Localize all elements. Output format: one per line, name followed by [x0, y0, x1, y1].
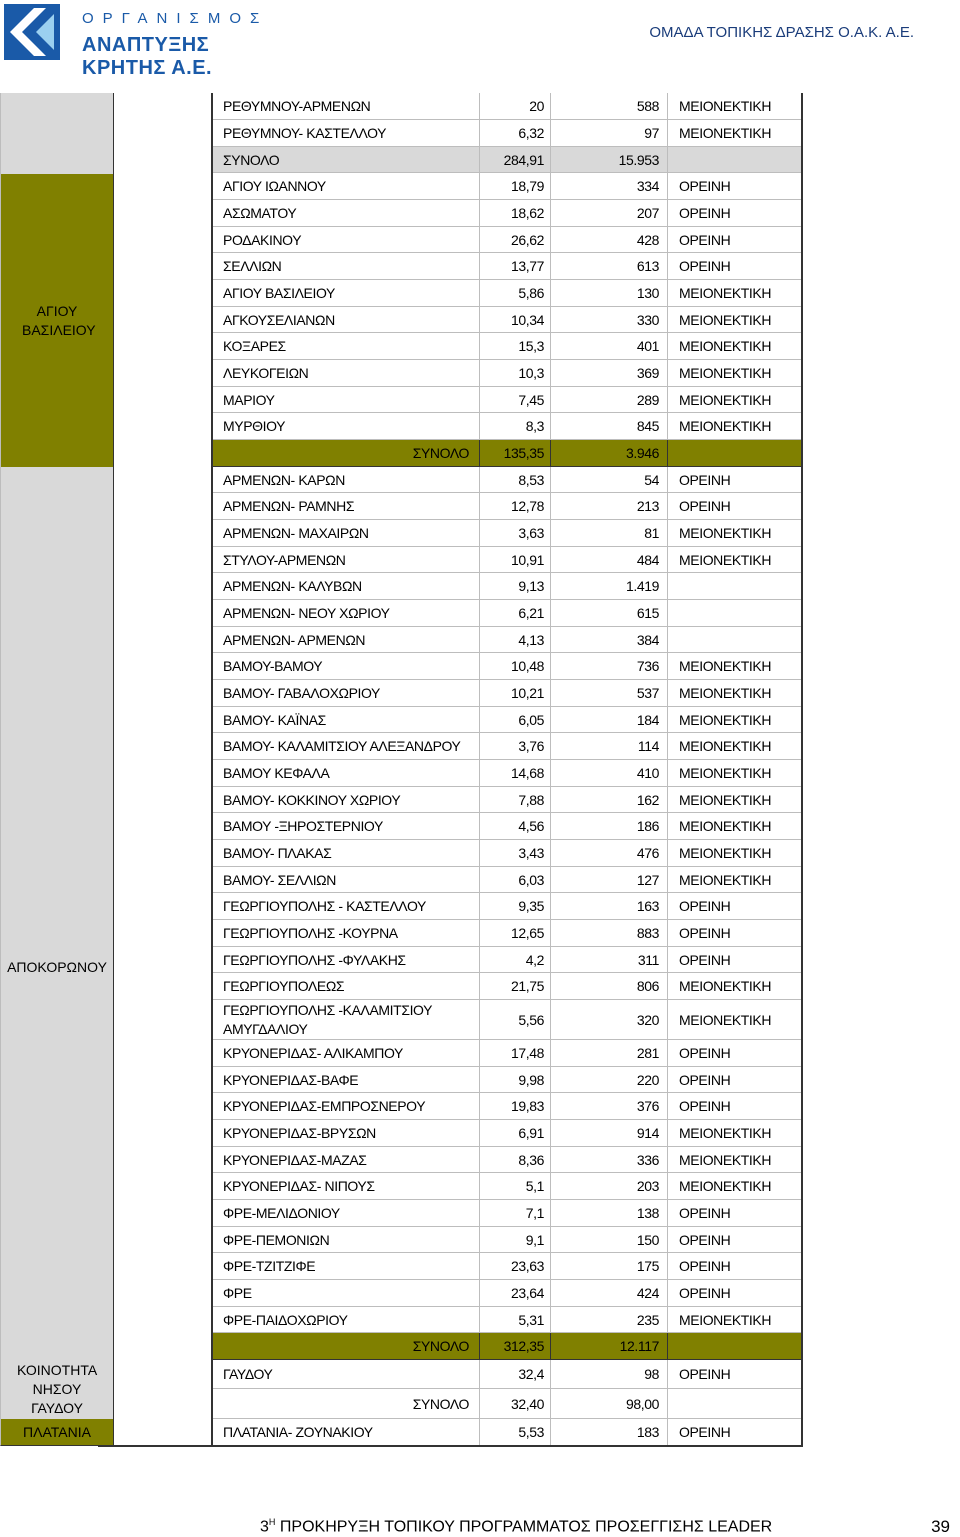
cell-type: ΟΡΕΙΝΗ — [668, 1093, 802, 1120]
table-row — [98, 1120, 802, 1147]
cell-name: ΑΣΩΜΑΤΟΥ — [212, 200, 480, 227]
table-row — [98, 813, 802, 840]
cell-area: 20 — [480, 93, 551, 120]
cell-type: ΜΕΙΟΝΕΚΤΙΚΗ — [668, 1147, 802, 1173]
cell-population: 15.953 — [551, 147, 668, 173]
cell-name: ΓΕΩΡΓΙΟΥΠΟΛΗΣ -ΚΟΥΡΝΑ — [212, 920, 480, 947]
cell-name: ΑΡΜΕΝΩΝ- ΜΑΧΑΙΡΩΝ — [212, 520, 480, 547]
table-border-bottom — [98, 1445, 803, 1447]
cell-population: 162 — [551, 787, 668, 813]
table-row — [98, 520, 802, 547]
table-row — [98, 600, 802, 627]
cell-name: ΒΑΜΟΥ- ΓΑΒΑΛΟΧΩΡΙΟΥ — [212, 680, 480, 707]
total-row — [98, 440, 802, 467]
cell-population: 376 — [551, 1093, 668, 1120]
cell-area: 5,86 — [480, 280, 551, 307]
table-row — [98, 1280, 802, 1307]
cell-type — [668, 440, 802, 467]
logo-text-line2: ΑΝΑΠΤΥΞΗΣ ΚΡΗΤΗΣ Α.Ε. — [82, 34, 213, 79]
cell-name: ΑΡΜΕΝΩΝ- ΡΑΜΝΗΣ — [212, 493, 480, 520]
cell-area: 284,91 — [480, 147, 551, 173]
cell-name: ΒΑΜΟΥ- ΚΑΪΝΑΣ — [212, 707, 480, 733]
cell-population: 175 — [551, 1253, 668, 1280]
cell-name: ΣΥΝΟΛΟ — [212, 147, 480, 173]
cell-type: ΟΡΕΙΝΗ — [668, 200, 802, 227]
cell-population: 615 — [551, 600, 668, 627]
cell-name: ΒΑΜΟΥ- ΚΑΛΑΜΙΤΣΙΟΥ ΑΛΕΞΑΝΔΡΟΥ — [212, 733, 480, 760]
cell-name: ΦΡΕ-ΜΕΛΙΔΟΝΙΟΥ — [212, 1200, 480, 1227]
cell-name: ΑΡΜΕΝΩΝ- ΚΑΛΥΒΩΝ — [212, 573, 480, 600]
cell-area: 4,56 — [480, 813, 551, 840]
cell-population: 98,00 — [551, 1389, 668, 1419]
cell-type: ΜΕΙΟΝΕΚΤΙΚΗ — [668, 1120, 802, 1147]
cell-type: ΟΡΕΙΝΗ — [668, 173, 802, 200]
cell-area: 7,1 — [480, 1200, 551, 1227]
page-header-title: ΟΜΑΔΑ ΤΟΠΙΚΗΣ ΔΡΑΣΗΣ Ο.Α.Κ. Α.Ε. — [649, 24, 914, 41]
table-row — [98, 120, 802, 147]
cell-population: 220 — [551, 1067, 668, 1093]
cell-area: 3,43 — [480, 840, 551, 867]
cell-type: ΟΡΕΙΝΗ — [668, 1253, 802, 1280]
cell-area: 10,21 — [480, 680, 551, 707]
footer-title — [260, 1517, 772, 1536]
cell-area: 6,91 — [480, 1120, 551, 1147]
cell-area: 12,78 — [480, 493, 551, 520]
cell-type: ΜΕΙΟΝΕΚΤΙΚΗ — [668, 813, 802, 840]
cell-population: 334 — [551, 173, 668, 200]
table-row — [98, 333, 802, 360]
cell-area: 10,34 — [480, 307, 551, 333]
cell-name: ΦΡΕ-ΤΖΙΤΖΙΦΕ — [212, 1253, 480, 1280]
cell-name: ΚΡΥΟΝΕΡΙΔΑΣ-ΒΡΥΣΩΝ — [212, 1120, 480, 1147]
cell-name: ΚΡΥΟΝΕΡΙΔΑΣ- ΝΙΠΟΥΣ — [212, 1173, 480, 1200]
cell-population: 428 — [551, 227, 668, 253]
cell-name: ΦΡΕ-ΠΕΜΟΝΙΩΝ — [212, 1227, 480, 1253]
cell-area: 10,48 — [480, 653, 551, 680]
table-row — [98, 1360, 802, 1389]
organization-logo — [4, 4, 269, 79]
cell-type: ΟΡΕΙΝΗ — [668, 493, 802, 520]
cell-type: ΟΡΕΙΝΗ — [668, 893, 802, 920]
cell-population: 281 — [551, 1040, 668, 1067]
cell-type: ΜΕΙΟΝΕΚΤΙΚΗ — [668, 280, 802, 307]
table-row — [98, 1040, 802, 1067]
cell-name: ΒΑΜΟΥ-ΒΑΜΟΥ — [212, 653, 480, 680]
group-cell-apokoronou — [0, 467, 114, 1360]
cell-area: 19,83 — [480, 1093, 551, 1120]
cell-name: ΓΑΥΔΟΥ — [212, 1360, 480, 1389]
cell-population: 369 — [551, 360, 668, 387]
cell-area: 23,64 — [480, 1280, 551, 1307]
cell-area: 18,62 — [480, 200, 551, 227]
cell-name: ΚΡΥΟΝΕΡΙΔΑΣ-ΜΑΖΑΣ — [212, 1147, 480, 1173]
cell-population: 130 — [551, 280, 668, 307]
table-row — [98, 867, 802, 893]
cell-type: ΟΡΕΙΝΗ — [668, 253, 802, 280]
cell-name: ΓΕΩΡΓΙΟΥΠΟΛΕΩΣ — [212, 973, 480, 1000]
cell-type — [668, 1333, 802, 1360]
table-row — [98, 360, 802, 387]
cell-type: ΜΕΙΟΝΕΚΤΙΚΗ — [668, 1000, 802, 1040]
cell-population: 320 — [551, 1000, 668, 1040]
table-row — [98, 627, 802, 653]
cell-population: 184 — [551, 707, 668, 733]
table-row — [98, 280, 802, 307]
group-cell-agios-vasileios — [0, 174, 114, 467]
table-row — [98, 573, 802, 600]
cell-name: ΠΛΑΤΑΝΙΑ- ΖΟΥΝΑΚΙΟΥ — [212, 1419, 480, 1446]
cell-type — [668, 573, 802, 600]
cell-name: ΒΑΜΟΥ- ΚΟΚΚΙΝΟΥ ΧΩΡΙΟΥ — [212, 787, 480, 813]
cell-name: ΦΡΕ — [212, 1280, 480, 1307]
cell-name: ΓΕΩΡΓΙΟΥΠΟΛΗΣ - ΚΑΣΤΕΛΛΟΥ — [212, 893, 480, 920]
table-row — [98, 307, 802, 333]
cell-area: 17,48 — [480, 1040, 551, 1067]
group-label-platania: ΠΛΑΤΑΝΙΑ — [23, 1423, 91, 1440]
cell-name: ΑΓΙΟΥ ΒΑΣΙΛΕΙΟΥ — [212, 280, 480, 307]
cell-area: 9,98 — [480, 1067, 551, 1093]
cell-population: 207 — [551, 200, 668, 227]
cell-population: 213 — [551, 493, 668, 520]
cell-area: 10,3 — [480, 360, 551, 387]
cell-area: 23,63 — [480, 1253, 551, 1280]
cell-type: ΜΕΙΟΝΕΚΤΙΚΗ — [668, 307, 802, 333]
cell-area: 312,35 — [480, 1333, 551, 1360]
cell-population: 410 — [551, 760, 668, 787]
table-row — [98, 947, 802, 973]
cell-area: 21,75 — [480, 973, 551, 1000]
cell-type: ΜΕΙΟΝΕΚΤΙΚΗ — [668, 520, 802, 547]
cell-population: 424 — [551, 1280, 668, 1307]
cell-area: 4,2 — [480, 947, 551, 973]
cell-area: 3,63 — [480, 520, 551, 547]
table-row — [98, 893, 802, 920]
cell-area: 9,1 — [480, 1227, 551, 1253]
table-row — [98, 413, 802, 440]
cell-type: ΜΕΙΟΝΕΚΤΙΚΗ — [668, 840, 802, 867]
cell-population: 97 — [551, 120, 668, 147]
cell-area: 8,3 — [480, 413, 551, 440]
table-row — [98, 200, 802, 227]
table-row — [98, 653, 802, 680]
table-row — [98, 493, 802, 520]
cell-population: 914 — [551, 1120, 668, 1147]
cell-name: ΡΕΘΥΜΝΟΥ-ΑΡΜΕΝΩΝ — [212, 93, 480, 120]
cell-name: ΒΑΜΟΥ- ΠΛΑΚΑΣ — [212, 840, 480, 867]
cell-population: 150 — [551, 1227, 668, 1253]
group-cell-top — [0, 93, 114, 174]
cell-population: 330 — [551, 307, 668, 333]
cell-area: 135,35 — [480, 440, 551, 467]
logo-text-line1: ΟΡΓΑΝΙΣΜΟΣ — [82, 10, 269, 27]
cell-area: 4,13 — [480, 627, 551, 653]
cell-area: 6,05 — [480, 707, 551, 733]
cell-population: 81 — [551, 520, 668, 547]
cell-population: 311 — [551, 947, 668, 973]
cell-name: ΡΟΔΑΚΙΝΟΥ — [212, 227, 480, 253]
table-row — [98, 1227, 802, 1253]
table-row — [98, 1093, 802, 1120]
cell-population: 476 — [551, 840, 668, 867]
table-divider — [211, 93, 213, 1446]
cell-type: ΜΕΙΟΝΕΚΤΙΚΗ — [668, 760, 802, 787]
cell-population: 845 — [551, 413, 668, 440]
cell-type: ΟΡΕΙΝΗ — [668, 467, 802, 493]
cell-type — [668, 1389, 802, 1419]
cell-type: ΟΡΕΙΝΗ — [668, 920, 802, 947]
cell-name: ΣΥΝΟΛΟ — [212, 1389, 480, 1419]
cell-type: ΜΕΙΟΝΕΚΤΙΚΗ — [668, 360, 802, 387]
table-row — [98, 547, 802, 573]
cell-area: 6,21 — [480, 600, 551, 627]
cell-type: ΜΕΙΟΝΕΚΤΙΚΗ — [668, 867, 802, 893]
table-row — [98, 787, 802, 813]
table-row — [98, 707, 802, 733]
cell-name: ΑΓΚΟΥΣΕΛΙΑΝΩΝ — [212, 307, 480, 333]
cell-population: 3.946 — [551, 440, 668, 467]
cell-area: 7,88 — [480, 787, 551, 813]
cell-name: ΚΟΞΑΡΕΣ — [212, 333, 480, 360]
cell-area: 14,68 — [480, 760, 551, 787]
cell-population: 203 — [551, 1173, 668, 1200]
table-row — [98, 840, 802, 867]
cell-name: ΦΡΕ-ΠΑΙΔΟΧΩΡΙΟΥ — [212, 1307, 480, 1333]
cell-area: 5,53 — [480, 1419, 551, 1446]
cell-name: ΣΥΝΟΛΟ — [212, 1333, 480, 1360]
cell-area: 10,91 — [480, 547, 551, 573]
cell-name: ΜΑΡΙΟΥ — [212, 387, 480, 413]
table-row — [98, 1419, 802, 1446]
cell-area: 9,35 — [480, 893, 551, 920]
cell-type: ΜΕΙΟΝΕΚΤΙΚΗ — [668, 387, 802, 413]
cell-type: ΜΕΙΟΝΕΚΤΙΚΗ — [668, 413, 802, 440]
cell-name: ΣΕΛΛΙΩΝ — [212, 253, 480, 280]
cell-type: ΟΡΕΙΝΗ — [668, 1360, 802, 1389]
table-row — [98, 733, 802, 760]
page-number: 39 — [931, 1517, 950, 1536]
group-label-gavdou: ΚΟΙΝΟΤΗΤΑ ΝΗΣΟΥ ΓΑΥΔΟΥ — [17, 1362, 98, 1416]
table-row — [98, 973, 802, 1000]
cell-type: ΟΡΕΙΝΗ — [668, 1200, 802, 1227]
cell-name: ΑΓΙΟΥ ΙΩΑΝΝΟΥ — [212, 173, 480, 200]
cell-population: 235 — [551, 1307, 668, 1333]
cell-type — [668, 627, 802, 653]
table-row — [98, 760, 802, 787]
table-row — [98, 1173, 802, 1200]
table-row — [98, 1000, 802, 1040]
cell-name: ΚΡΥΟΝΕΡΙΔΑΣ-ΕΜΠΡΟΣΝΕΡΟΥ — [212, 1093, 480, 1120]
cell-type: ΟΡΕΙΝΗ — [668, 947, 802, 973]
cell-name: ΣΥΝΟΛΟ — [212, 440, 480, 467]
cell-population: 336 — [551, 1147, 668, 1173]
cell-area: 12,65 — [480, 920, 551, 947]
cell-population: 183 — [551, 1419, 668, 1446]
table-row — [98, 680, 802, 707]
cell-population: 613 — [551, 253, 668, 280]
table-row — [98, 920, 802, 947]
total-row — [98, 147, 802, 173]
table-row — [98, 173, 802, 200]
cell-type — [668, 600, 802, 627]
cell-name: ΡΕΘΥΜΝΟΥ- ΚΑΣΤΕΛΛΟΥ — [212, 120, 480, 147]
cell-name: ΑΡΜΕΝΩΝ- ΝΕΟΥ ΧΩΡΙΟΥ — [212, 600, 480, 627]
footer-prefix: 3 — [260, 1518, 269, 1536]
cell-population: 401 — [551, 333, 668, 360]
cell-type: ΜΕΙΟΝΕΚΤΙΚΗ — [668, 93, 802, 120]
table-row — [98, 93, 802, 120]
total-row — [98, 1333, 802, 1360]
cell-name: ΓΕΩΡΓΙΟΥΠΟΛΗΣ -ΦΥΛΑΚΗΣ — [212, 947, 480, 973]
cell-type: ΜΕΙΟΝΕΚΤΙΚΗ — [668, 973, 802, 1000]
cell-population: 736 — [551, 653, 668, 680]
group-label-agios-vasileios: ΑΓΙΟΥ ΒΑΣΙΛΕΙΟΥ — [22, 302, 96, 338]
cell-population: 163 — [551, 893, 668, 920]
cell-type: ΜΕΙΟΝΕΚΤΙΚΗ — [668, 733, 802, 760]
table-row — [98, 1147, 802, 1173]
cell-population: 806 — [551, 973, 668, 1000]
cell-type: ΟΡΕΙΝΗ — [668, 227, 802, 253]
cell-type: ΜΕΙΟΝΕΚΤΙΚΗ — [668, 653, 802, 680]
cell-type: ΟΡΕΙΝΗ — [668, 1067, 802, 1093]
cell-area: 18,79 — [480, 173, 551, 200]
cell-population: 1.419 — [551, 573, 668, 600]
cell-area: 5,31 — [480, 1307, 551, 1333]
cell-area: 26,62 — [480, 227, 551, 253]
group-cell-platania — [0, 1419, 114, 1446]
table-row — [98, 467, 802, 493]
cell-population: 384 — [551, 627, 668, 653]
cell-type: ΜΕΙΟΝΕΚΤΙΚΗ — [668, 787, 802, 813]
cell-population: 883 — [551, 920, 668, 947]
cell-name: ΑΡΜΕΝΩΝ- ΑΡΜΕΝΩΝ — [212, 627, 480, 653]
group-cell-gavdou — [0, 1360, 114, 1419]
cell-name: ΣΤΥΛΟΥ-ΑΡΜΕΝΩΝ — [212, 547, 480, 573]
cell-area: 5,1 — [480, 1173, 551, 1200]
cell-name: ΒΑΜΟΥ -ΞΗΡΟΣΤΕΡΝΙΟΥ — [212, 813, 480, 840]
cell-name: ΛΕΥΚΟΓΕΙΩΝ — [212, 360, 480, 387]
cell-population: 54 — [551, 467, 668, 493]
cell-population: 588 — [551, 93, 668, 120]
table-row — [98, 253, 802, 280]
footer-text: ΠΡΟΚΗΡΥΞΗ ΤΟΠΙΚΟΥ ΠΡΟΓΡΑΜΜΑΤΟΣ ΠΡΟΣΕΓΓΙΣΗΣ LEADER — [275, 1518, 773, 1536]
cell-type: ΜΕΙΟΝΕΚΤΙΚΗ — [668, 1307, 802, 1333]
table-border-right — [801, 93, 803, 1446]
table-row — [98, 227, 802, 253]
cell-population: 484 — [551, 547, 668, 573]
cell-name: ΒΑΜΟΥ ΚΕΦΑΛΑ — [212, 760, 480, 787]
table-row — [98, 1067, 802, 1093]
table-row — [98, 1253, 802, 1280]
cell-population: 114 — [551, 733, 668, 760]
total-row — [98, 1389, 802, 1419]
cell-type: ΟΡΕΙΝΗ — [668, 1419, 802, 1446]
cell-type: ΜΕΙΟΝΕΚΤΙΚΗ — [668, 680, 802, 707]
cell-name: ΑΡΜΕΝΩΝ- ΚΑΡΩΝ — [212, 467, 480, 493]
cell-area: 32,4 — [480, 1360, 551, 1389]
group-label-apokoronou: ΑΠΟΚΟΡΩΝΟΥ — [7, 959, 107, 975]
cell-type: ΜΕΙΟΝΕΚΤΙΚΗ — [668, 333, 802, 360]
cell-population: 12.117 — [551, 1333, 668, 1360]
cell-area: 15,3 — [480, 333, 551, 360]
cell-area: 9,13 — [480, 573, 551, 600]
cell-type: ΟΡΕΙΝΗ — [668, 1280, 802, 1307]
table-row — [98, 1200, 802, 1227]
cell-area: 13,77 — [480, 253, 551, 280]
cell-population: 138 — [551, 1200, 668, 1227]
cell-name: ΚΡΥΟΝΕΡΙΔΑΣ-ΒΑΦΕ — [212, 1067, 480, 1093]
logo-mark-icon — [4, 4, 60, 60]
cell-population: 289 — [551, 387, 668, 413]
table-row — [98, 1307, 802, 1333]
cell-area: 8,36 — [480, 1147, 551, 1173]
cell-type: ΟΡΕΙΝΗ — [668, 1227, 802, 1253]
cell-area: 8,53 — [480, 467, 551, 493]
cell-type: ΜΕΙΟΝΕΚΤΙΚΗ — [668, 1173, 802, 1200]
cell-type: ΜΕΙΟΝΕΚΤΙΚΗ — [668, 547, 802, 573]
cell-name: ΓΕΩΡΓΙΟΥΠΟΛΗΣ -ΚΑΛΑΜΙΤΣΙΟΥ ΑΜΥΓΔΑΛΙΟΥ — [212, 1000, 480, 1040]
cell-population: 98 — [551, 1360, 668, 1389]
cell-area: 6,03 — [480, 867, 551, 893]
cell-type — [668, 147, 802, 173]
cell-name: ΒΑΜΟΥ- ΣΕΛΛΙΩΝ — [212, 867, 480, 893]
cell-name: ΚΡΥΟΝΕΡΙΔΑΣ- ΑΛΙΚΑΜΠΟΥ — [212, 1040, 480, 1067]
cell-type: ΟΡΕΙΝΗ — [668, 1040, 802, 1067]
cell-type: ΜΕΙΟΝΕΚΤΙΚΗ — [668, 120, 802, 147]
cell-area: 32,40 — [480, 1389, 551, 1419]
cell-population: 537 — [551, 680, 668, 707]
cell-area: 6,32 — [480, 120, 551, 147]
cell-area: 7,45 — [480, 387, 551, 413]
cell-area: 5,56 — [480, 1000, 551, 1040]
table-row — [98, 387, 802, 413]
footer-sup: Η — [268, 1517, 276, 1527]
cell-area: 3,76 — [480, 733, 551, 760]
cell-name: ΜΥΡΘΙΟΥ — [212, 413, 480, 440]
cell-type: ΜΕΙΟΝΕΚΤΙΚΗ — [668, 707, 802, 733]
cell-population: 127 — [551, 867, 668, 893]
cell-population: 186 — [551, 813, 668, 840]
